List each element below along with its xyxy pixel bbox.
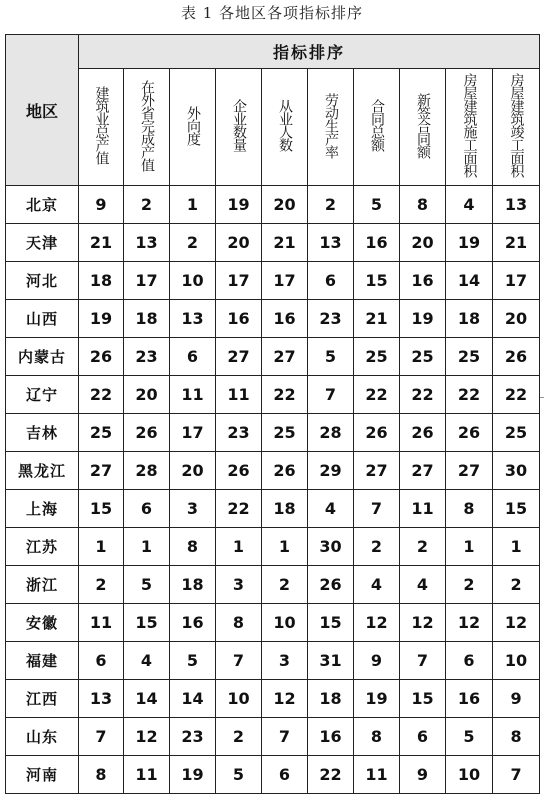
- edge-mark: [540, 397, 544, 398]
- rank-cell: 22: [308, 756, 354, 794]
- rank-cell: 17: [170, 414, 216, 452]
- rank-cell: 29: [308, 452, 354, 490]
- rank-cell: 21: [354, 300, 400, 338]
- rank-cell: 2: [493, 566, 540, 604]
- rank-cell: 20: [493, 300, 540, 338]
- table-row: [6, 452, 540, 490]
- rank-cell: 12: [262, 680, 308, 718]
- rank-cell: 2: [216, 718, 262, 756]
- rank-cell: 25: [400, 338, 446, 376]
- rank-cell: 17: [493, 262, 540, 300]
- column-header-label: 在外省完成产值: [139, 79, 155, 171]
- rank-cell: 26: [400, 414, 446, 452]
- rank-cell: 26: [216, 452, 262, 490]
- rank-cell: 2: [354, 528, 400, 566]
- rank-cell: 17: [124, 262, 170, 300]
- rank-cell: 10: [262, 604, 308, 642]
- column-header-label: 劳动生产率: [323, 92, 339, 158]
- rank-cell: 8: [493, 718, 540, 756]
- rank-cell: 23: [308, 300, 354, 338]
- rank-cell: 22: [354, 376, 400, 414]
- rank-cell: 8: [79, 756, 124, 794]
- rank-cell: 27: [446, 452, 493, 490]
- column-header-label: 建筑业总产值: [93, 86, 110, 164]
- rank-cell: 15: [354, 262, 400, 300]
- column-header-label: 从业人数: [277, 99, 293, 151]
- rank-cell: 19: [400, 300, 446, 338]
- rank-cell: 7: [308, 376, 354, 414]
- rank-cell: 4: [400, 566, 446, 604]
- region-cell: 山东: [6, 718, 79, 756]
- rank-cell: 3: [216, 566, 262, 604]
- rank-cell: 27: [262, 338, 308, 376]
- table-row: [6, 376, 540, 414]
- region-cell: 江西: [6, 680, 79, 718]
- rank-cell: 20: [124, 376, 170, 414]
- region-cell: 上海: [6, 490, 79, 528]
- rank-cell: 11: [124, 756, 170, 794]
- rank-cell: 17: [262, 262, 308, 300]
- rank-cell: 13: [170, 300, 216, 338]
- table-row: [6, 680, 540, 718]
- column-header: [400, 69, 446, 186]
- rank-cell: 20: [262, 186, 308, 224]
- rank-cell: 14: [170, 680, 216, 718]
- rank-cell: 6: [124, 490, 170, 528]
- rank-cell: 22: [216, 490, 262, 528]
- region-cell: 山西: [6, 300, 79, 338]
- rank-cell: 22: [400, 376, 446, 414]
- rank-cell: 25: [446, 338, 493, 376]
- column-header-label: 合同总额: [369, 99, 385, 151]
- rank-cell: 19: [446, 224, 493, 262]
- region-cell: 河北: [6, 262, 79, 300]
- rank-cell: 20: [170, 452, 216, 490]
- rank-cell: 7: [216, 642, 262, 680]
- rank-cell: 6: [446, 642, 493, 680]
- column-header-label: 外向度: [185, 105, 201, 145]
- rank-cell: 19: [79, 300, 124, 338]
- rank-cell: 6: [308, 262, 354, 300]
- column-header: [446, 69, 493, 186]
- region-cell: 浙江: [6, 566, 79, 604]
- rank-cell: 30: [493, 452, 540, 490]
- region-cell: 河南: [6, 756, 79, 794]
- column-header-label: 企业数量: [231, 99, 247, 151]
- rank-cell: 12: [493, 604, 540, 642]
- rank-cell: 4: [354, 566, 400, 604]
- table-row: [6, 300, 540, 338]
- rank-cell: 1: [79, 528, 124, 566]
- region-cell: 江苏: [6, 528, 79, 566]
- rank-cell: 2: [79, 566, 124, 604]
- rank-cell: 18: [124, 300, 170, 338]
- rank-cell: 5: [354, 186, 400, 224]
- column-header: [308, 69, 354, 186]
- column-header: [216, 69, 262, 186]
- region-cell: 安徽: [6, 604, 79, 642]
- rank-cell: 25: [79, 414, 124, 452]
- rank-cell: 30: [308, 528, 354, 566]
- table-caption: 表 1 各地区各项指标排序: [180, 4, 364, 22]
- rank-cell: 13: [308, 224, 354, 262]
- rank-cell: 27: [216, 338, 262, 376]
- rank-cell: 7: [493, 756, 540, 794]
- rank-cell: 8: [446, 490, 493, 528]
- column-header: [79, 69, 124, 186]
- table-row: [6, 186, 540, 224]
- rank-cell: 15: [308, 604, 354, 642]
- column-header: [170, 69, 216, 186]
- rank-cell: 4: [446, 186, 493, 224]
- rank-cell: 27: [354, 452, 400, 490]
- rank-cell: 1: [124, 528, 170, 566]
- column-header: [124, 69, 170, 186]
- rank-cell: 1: [493, 528, 540, 566]
- table-row: [6, 756, 540, 794]
- rank-cell: 28: [124, 452, 170, 490]
- region-cell: 黑龙江: [6, 452, 79, 490]
- rank-cell: 5: [308, 338, 354, 376]
- rank-cell: 27: [400, 452, 446, 490]
- rank-cell: 12: [400, 604, 446, 642]
- ranking-table: [5, 34, 540, 794]
- rank-cell: 28: [308, 414, 354, 452]
- rank-cell: 19: [216, 186, 262, 224]
- rank-cell: 5: [216, 756, 262, 794]
- table-body: [6, 186, 540, 794]
- rank-cell: 18: [446, 300, 493, 338]
- rank-cell: 10: [216, 680, 262, 718]
- rank-cell: 14: [446, 262, 493, 300]
- rank-cell: 2: [308, 186, 354, 224]
- rank-cell: 14: [124, 680, 170, 718]
- rank-cell: 19: [354, 680, 400, 718]
- rank-cell: 22: [262, 376, 308, 414]
- rank-cell: 26: [79, 338, 124, 376]
- rank-cell: 11: [216, 376, 262, 414]
- region-cell: 天津: [6, 224, 79, 262]
- rank-cell: 22: [79, 376, 124, 414]
- indicator-group-header: 指标排序: [79, 35, 540, 69]
- rank-cell: 15: [400, 680, 446, 718]
- region-cell: 吉林: [6, 414, 79, 452]
- region-header: 地区: [6, 35, 79, 186]
- region-cell: 北京: [6, 186, 79, 224]
- rank-cell: 16: [262, 300, 308, 338]
- rank-cell: 2: [446, 566, 493, 604]
- table-row: [6, 414, 540, 452]
- table-row: [6, 490, 540, 528]
- rank-cell: 26: [446, 414, 493, 452]
- rank-cell: 26: [262, 452, 308, 490]
- rank-cell: 2: [170, 224, 216, 262]
- rank-cell: 22: [446, 376, 493, 414]
- rank-cell: 23: [124, 338, 170, 376]
- rank-cell: 25: [354, 338, 400, 376]
- rank-cell: 9: [354, 642, 400, 680]
- rank-cell: 7: [262, 718, 308, 756]
- rank-cell: 6: [170, 338, 216, 376]
- column-header-label: 新签合同额: [415, 92, 431, 158]
- rank-cell: 5: [446, 718, 493, 756]
- header-row-group: [6, 35, 540, 69]
- rank-cell: 10: [446, 756, 493, 794]
- rank-cell: 25: [493, 414, 540, 452]
- rank-cell: 26: [354, 414, 400, 452]
- rank-cell: 23: [170, 718, 216, 756]
- region-cell: 福建: [6, 642, 79, 680]
- rank-cell: 9: [79, 186, 124, 224]
- region-cell: 内蒙古: [6, 338, 79, 376]
- rank-cell: 18: [170, 566, 216, 604]
- column-header-label: 房屋建筑施工面积: [461, 73, 478, 177]
- rank-cell: 16: [354, 224, 400, 262]
- rank-cell: 1: [170, 186, 216, 224]
- rank-cell: 25: [262, 414, 308, 452]
- rank-cell: 7: [400, 642, 446, 680]
- rank-cell: 13: [124, 224, 170, 262]
- rank-cell: 21: [262, 224, 308, 262]
- table-row: [6, 224, 540, 262]
- table-row: [6, 642, 540, 680]
- rank-cell: 21: [79, 224, 124, 262]
- rank-cell: 16: [446, 680, 493, 718]
- rank-cell: 13: [493, 186, 540, 224]
- table-row: [6, 566, 540, 604]
- rank-cell: 10: [170, 262, 216, 300]
- rank-cell: 4: [308, 490, 354, 528]
- rank-cell: 2: [400, 528, 446, 566]
- header-row-columns: [6, 69, 540, 186]
- column-header: [354, 69, 400, 186]
- rank-cell: 11: [354, 756, 400, 794]
- rank-cell: 9: [400, 756, 446, 794]
- column-header: [493, 69, 540, 186]
- rank-cell: 18: [308, 680, 354, 718]
- rank-cell: 8: [354, 718, 400, 756]
- rank-cell: 10: [493, 642, 540, 680]
- rank-cell: 20: [216, 224, 262, 262]
- rank-cell: 16: [308, 718, 354, 756]
- table-row: [6, 604, 540, 642]
- rank-cell: 9: [493, 680, 540, 718]
- rank-cell: 11: [400, 490, 446, 528]
- rank-cell: 15: [124, 604, 170, 642]
- rank-cell: 5: [124, 566, 170, 604]
- rank-cell: 4: [124, 642, 170, 680]
- rank-cell: 26: [493, 338, 540, 376]
- rank-cell: 26: [308, 566, 354, 604]
- table-row: [6, 718, 540, 756]
- rank-cell: 8: [170, 528, 216, 566]
- rank-cell: 15: [493, 490, 540, 528]
- rank-cell: 7: [354, 490, 400, 528]
- rank-cell: 18: [79, 262, 124, 300]
- rank-cell: 16: [216, 300, 262, 338]
- rank-cell: 19: [170, 756, 216, 794]
- rank-cell: 31: [308, 642, 354, 680]
- rank-cell: 7: [79, 718, 124, 756]
- rank-cell: 3: [262, 642, 308, 680]
- rank-cell: 15: [79, 490, 124, 528]
- rank-cell: 12: [446, 604, 493, 642]
- table-row: [6, 338, 540, 376]
- rank-cell: 8: [400, 186, 446, 224]
- region-cell: 辽宁: [6, 376, 79, 414]
- rank-cell: 16: [400, 262, 446, 300]
- rank-cell: 23: [216, 414, 262, 452]
- rank-cell: 1: [446, 528, 493, 566]
- column-header: [262, 69, 308, 186]
- rank-cell: 1: [216, 528, 262, 566]
- rank-cell: 22: [493, 376, 540, 414]
- table-row: [6, 528, 540, 566]
- column-header-label: 房屋建筑竣工面积: [508, 73, 525, 177]
- rank-cell: 2: [262, 566, 308, 604]
- rank-cell: 21: [493, 224, 540, 262]
- rank-cell: 12: [354, 604, 400, 642]
- rank-cell: 20: [400, 224, 446, 262]
- rank-cell: 26: [124, 414, 170, 452]
- rank-cell: 13: [79, 680, 124, 718]
- rank-cell: 8: [216, 604, 262, 642]
- rank-cell: 3: [170, 490, 216, 528]
- rank-cell: 1: [262, 528, 308, 566]
- rank-cell: 27: [79, 452, 124, 490]
- rank-cell: 18: [262, 490, 308, 528]
- table-row: [6, 262, 540, 300]
- rank-cell: 2: [124, 186, 170, 224]
- rank-cell: 6: [400, 718, 446, 756]
- rank-cell: 17: [216, 262, 262, 300]
- rank-cell: 16: [170, 604, 216, 642]
- rank-cell: 11: [79, 604, 124, 642]
- rank-cell: 11: [170, 376, 216, 414]
- rank-cell: 6: [262, 756, 308, 794]
- rank-cell: 12: [124, 718, 170, 756]
- rank-cell: 5: [170, 642, 216, 680]
- rank-cell: 6: [79, 642, 124, 680]
